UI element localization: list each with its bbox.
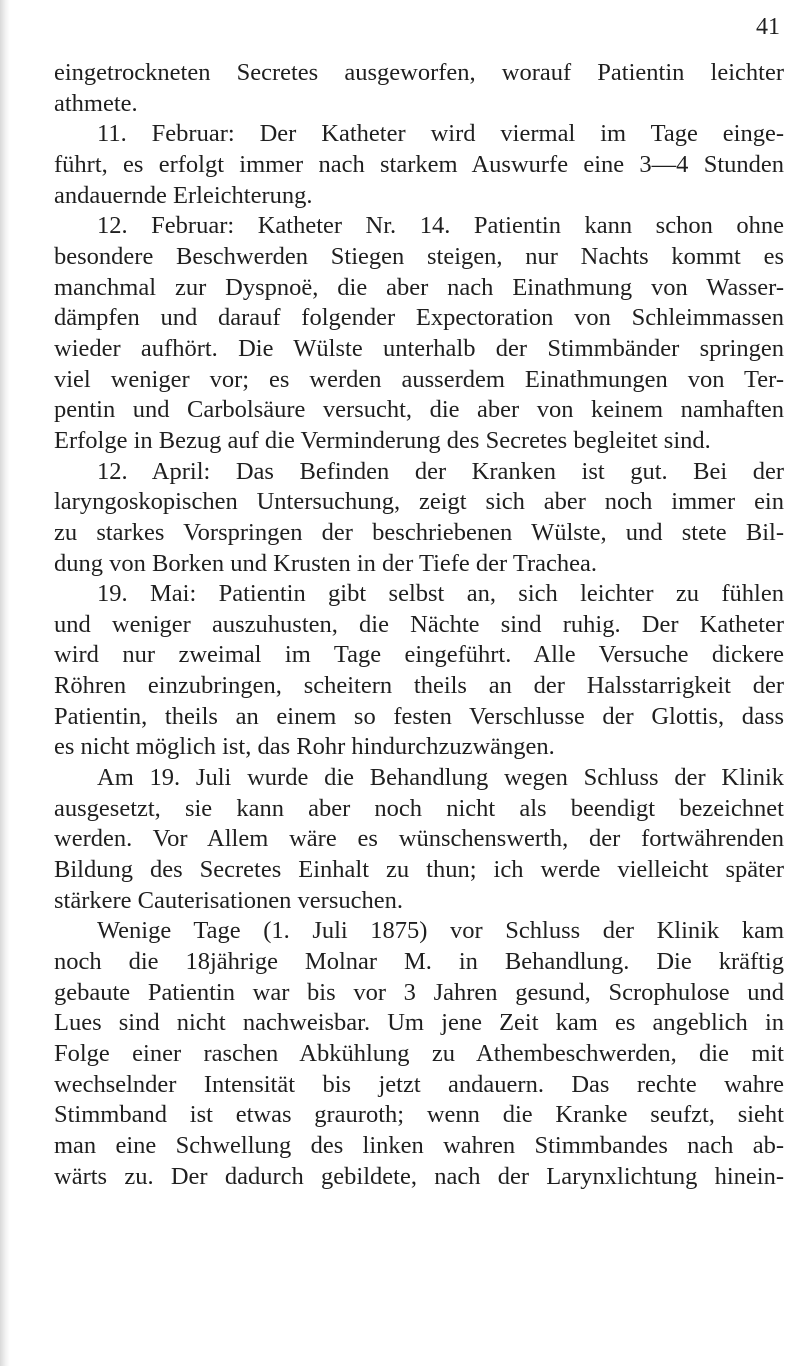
text-line: zu starkes Vorspringen der beschriebenen Wülste, und stete Bil- — [54, 518, 784, 546]
text-line: und weniger auszuhusten, die Nächte sind ruhig. Der Katheter — [54, 610, 784, 638]
text-line: noch die 18jährige Molnar M. in Behandlung. Die kräftig — [54, 948, 784, 976]
page-gutter-shadow — [0, 0, 10, 1366]
text-line: 11. Februar: Der Katheter wird viermal im Tage einge- — [97, 120, 784, 148]
text-line: gebaute Patientin war bis vor 3 Jahren gesund, Scrophulose und — [54, 978, 784, 1006]
text-line: 19. Mai: Patientin gibt selbst an, sich leichter zu fühlen — [97, 580, 784, 608]
paragraph — [54, 916, 784, 1192]
text-line: andauernde Erleichterung. — [54, 181, 313, 209]
text-line: Lues sind nicht nachweisbar. Um jene Zeit kam es angeblich in — [54, 1009, 784, 1037]
paragraph — [54, 763, 784, 916]
text-line: Patientin, theils an einem so festen Verschlusse der Glottis, dass — [54, 702, 784, 730]
text-line: Am 19. Juli wurde die Behandlung wegen Schluss der Klinik — [97, 764, 784, 792]
page-number: 41 — [756, 14, 780, 40]
text-line: eingetrockneten Secretes ausgeworfen, worauf Patientin leichter — [54, 59, 784, 86]
text-line: manchmal zur Dyspnoë, die aber nach Einathmung von Wasser- — [54, 273, 784, 301]
text-line: Stimmband ist etwas grauroth; wenn die Kranke seufzt, sieht — [54, 1101, 784, 1129]
text-line: wird nur zweimal im Tage eingeführt. Alle Versuche dickere — [54, 641, 784, 669]
text-line: es nicht möglich ist, das Rohr hindurchzuzwängen. — [54, 733, 555, 761]
text-line: 12. April: Das Befinden der Kranken ist gut. Bei der — [97, 457, 784, 485]
text-line: Bildung des Secretes Einhalt zu thun; ich werde vielleicht später — [54, 856, 784, 884]
text-line: athmete. — [54, 89, 138, 117]
body-text — [54, 58, 784, 1192]
paragraph — [54, 457, 784, 580]
text-line: führt, es erfolgt immer nach starkem Auswurfe eine 3—4 Stunden — [54, 150, 784, 178]
text-line: Folge einer raschen Abkühlung zu Athembeschwerden, die mit — [54, 1040, 784, 1067]
text-line: laryngoskopischen Untersuchung, zeigt sich aber noch immer ein — [54, 488, 784, 516]
text-line: man eine Schwellung des linken wahren Stimmbandes nach ab- — [54, 1131, 784, 1159]
text-line: besondere Beschwerden Stiegen steigen, nur Nachts kommt es — [54, 242, 784, 270]
text-line: 12. Februar: Katheter Nr. 14. Patientin kann schon ohne — [97, 212, 784, 240]
text-line: wieder aufhört. Die Wülste unterhalb der Stimmbänder springen — [54, 334, 784, 362]
text-line: wechselnder Intensität bis jetzt andauern. Das rechte wahre — [54, 1070, 784, 1098]
paragraph — [54, 579, 784, 763]
text-line: Wenige Tage (1. Juli 1875) vor Schluss der Klinik kam — [97, 917, 784, 945]
text-line: dämpfen und darauf folgender Expectoration von Schleimmassen — [54, 304, 784, 332]
paragraph — [54, 58, 784, 119]
text-line: Röhren einzubringen, scheitern theils an der Halsstarrigkeit der — [54, 672, 784, 700]
text-line: dung von Borken und Krusten in der Tiefe der Trachea. — [54, 549, 598, 577]
text-line: werden. Vor Allem wäre es wünschenswerth, der fortwährenden — [54, 825, 784, 853]
text-line: ausgesetzt, sie kann aber noch nicht als beendigt bezeichnet — [54, 794, 784, 822]
text-line: Erfolge in Bezug auf die Verminderung des Secretes begleitet sind. — [54, 426, 711, 454]
text-line: pentin und Carbolsäure versucht, die aber von keinem namhaften — [54, 396, 784, 424]
paragraph — [54, 211, 784, 456]
text-line: viel weniger vor; es werden ausserdem Einathmungen von Ter- — [54, 365, 784, 393]
paragraph — [54, 119, 784, 211]
text-line: wärts zu. Der dadurch gebildete, nach der Larynxlichtung hinein- — [54, 1162, 784, 1190]
text-line: stärkere Cauterisationen versuchen. — [54, 886, 403, 914]
